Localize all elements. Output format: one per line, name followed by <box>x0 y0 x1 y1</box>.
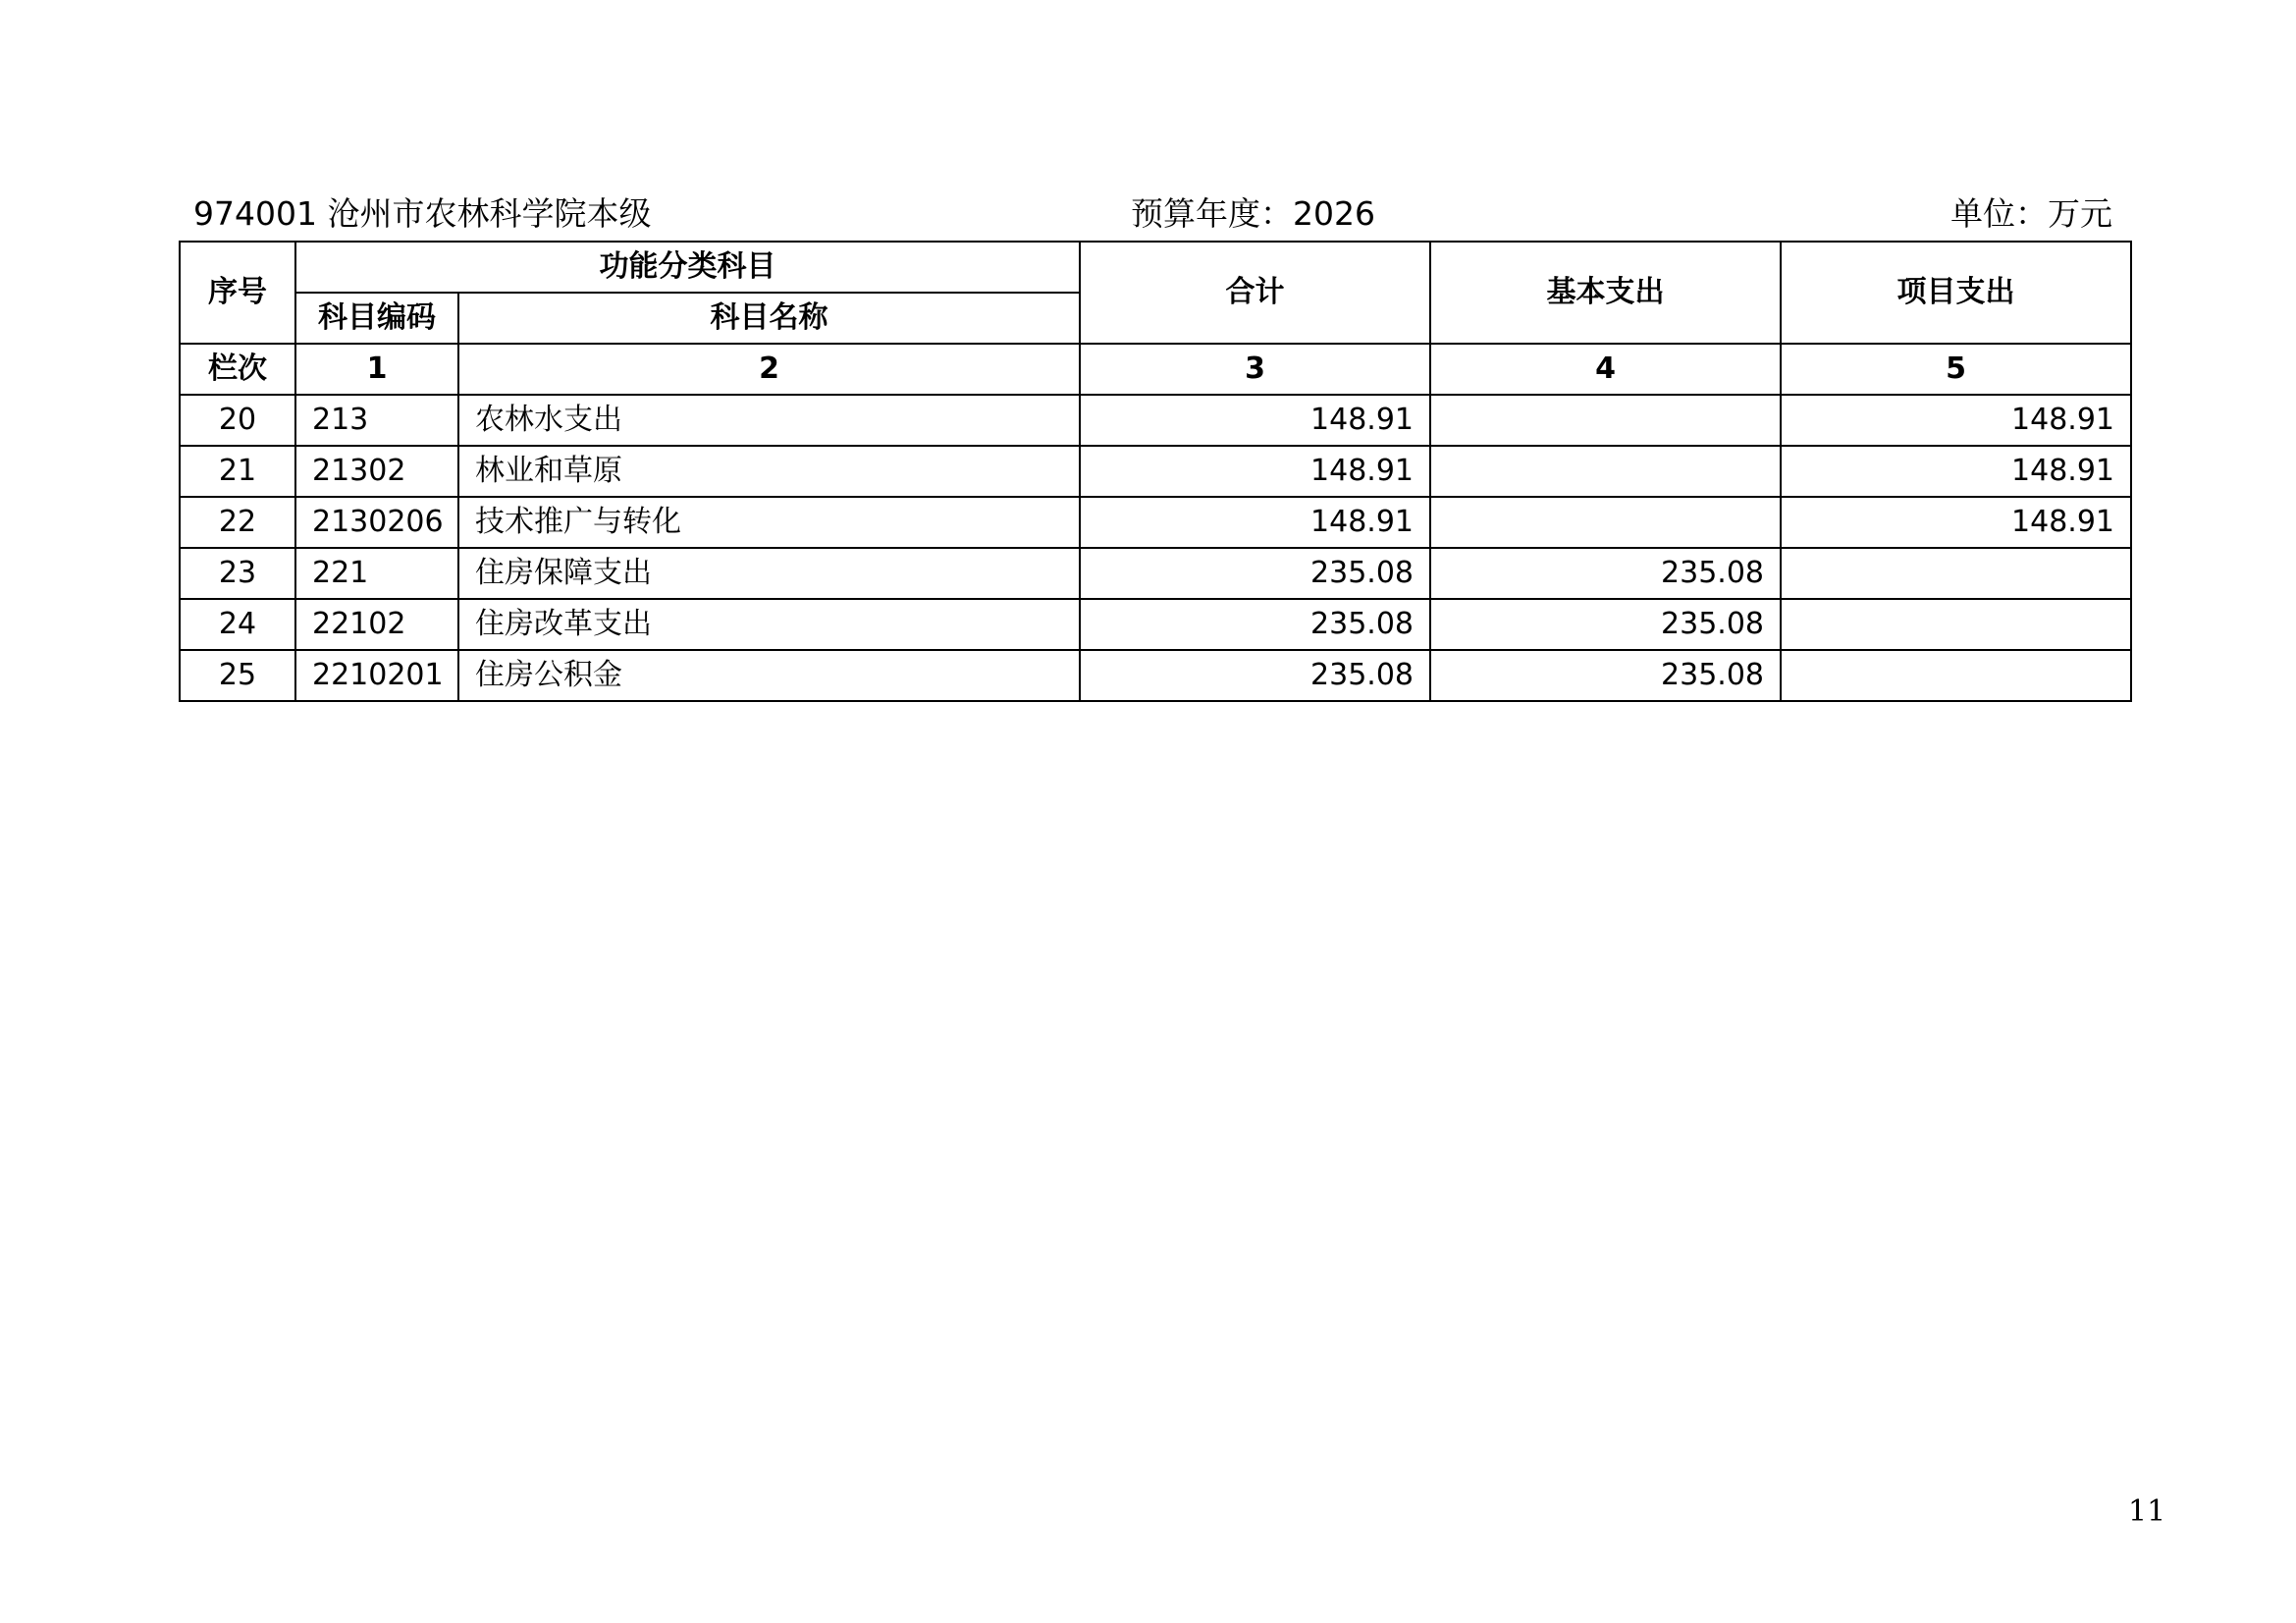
table-header <box>180 242 2131 395</box>
col-header-project: 项目支出 <box>1781 242 2131 344</box>
cell-code: 221 <box>295 548 458 599</box>
cell-code: 2210201 <box>295 650 458 701</box>
cell-project <box>1781 650 2131 701</box>
cell-seq: 23 <box>180 548 295 599</box>
cell-seq: 22 <box>180 497 295 548</box>
cell-code: 213 <box>295 395 458 446</box>
cell-name: 农林水支出 <box>458 395 1080 446</box>
cell-code: 2130206 <box>295 497 458 548</box>
cell-seq: 24 <box>180 599 295 650</box>
cell-total: 235.08 <box>1080 599 1430 650</box>
cell-name: 住房保障支出 <box>458 548 1080 599</box>
cell-code: 22102 <box>295 599 458 650</box>
cell-basic <box>1430 446 1781 497</box>
budget-table <box>179 241 2132 702</box>
cell-total: 148.91 <box>1080 446 1430 497</box>
table-row <box>180 446 2131 497</box>
cell-basic <box>1430 395 1781 446</box>
cell-total: 148.91 <box>1080 395 1430 446</box>
cell-code: 21302 <box>295 446 458 497</box>
cell-project: 148.91 <box>1781 395 2131 446</box>
cell-project: 148.91 <box>1781 446 2131 497</box>
col-header-name: 科目名称 <box>458 293 1080 344</box>
index-c5: 5 <box>1781 344 2131 395</box>
cell-project <box>1781 599 2131 650</box>
cell-name: 林业和草原 <box>458 446 1080 497</box>
unit-name: 974001 沧州市农林科学院本级 <box>193 194 652 233</box>
cell-name: 住房改革支出 <box>458 599 1080 650</box>
col-header-basic: 基本支出 <box>1430 242 1781 344</box>
header-row-1 <box>180 242 2131 293</box>
cell-project <box>1781 548 2131 599</box>
cell-seq: 21 <box>180 446 295 497</box>
index-c1: 1 <box>295 344 458 395</box>
table-row <box>180 395 2131 446</box>
cell-basic: 235.08 <box>1430 599 1781 650</box>
cell-seq: 25 <box>180 650 295 701</box>
cell-total: 148.91 <box>1080 497 1430 548</box>
cell-basic <box>1430 497 1781 548</box>
col-header-total: 合计 <box>1080 242 1430 344</box>
cell-basic: 235.08 <box>1430 548 1781 599</box>
cell-seq: 20 <box>180 395 295 446</box>
cell-name: 住房公积金 <box>458 650 1080 701</box>
col-header-code: 科目编码 <box>295 293 458 344</box>
cell-total: 235.08 <box>1080 650 1430 701</box>
table-row <box>180 548 2131 599</box>
cell-name: 技术推广与转化 <box>458 497 1080 548</box>
budget-year: 预算年度：2026 <box>1131 194 1375 233</box>
cell-basic: 235.08 <box>1430 650 1781 701</box>
table-row <box>180 497 2131 548</box>
cell-project: 148.91 <box>1781 497 2131 548</box>
table-body <box>180 395 2131 701</box>
page-number: 11 <box>2128 1494 2166 1529</box>
index-row <box>180 344 2131 395</box>
col-header-function-group: 功能分类科目 <box>295 242 1080 293</box>
table-caption <box>193 189 2112 232</box>
table-row <box>180 599 2131 650</box>
index-label: 栏次 <box>180 344 295 395</box>
index-c2: 2 <box>458 344 1080 395</box>
table-row <box>180 650 2131 701</box>
index-c3: 3 <box>1080 344 1430 395</box>
col-header-seq: 序号 <box>180 242 295 344</box>
currency-unit: 单位：万元 <box>1950 194 2112 233</box>
index-c4: 4 <box>1430 344 1781 395</box>
cell-total: 235.08 <box>1080 548 1430 599</box>
